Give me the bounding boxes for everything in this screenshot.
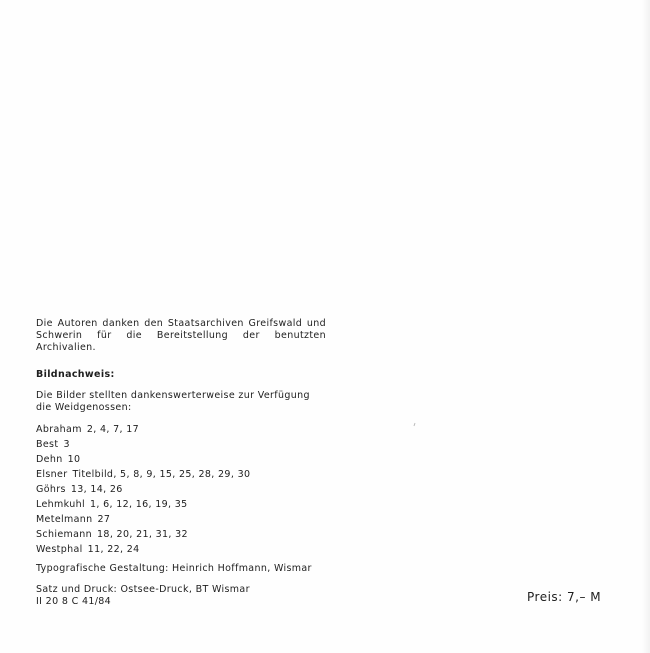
license-code: II 20 8 C 41/84 [36,596,112,607]
credit-entry [36,422,326,437]
printing-credit: Satz und Druck: Ostsee-Druck, BT Wismar [36,584,250,595]
credit-name: Lehmkuhl [36,499,85,510]
page-edge-shadow [642,0,650,653]
credit-name: Abraham [36,424,82,435]
acknowledgement-text: Die Autoren danken den Staatsarchiven Greifswald und Schwerin für die Bereitstellung der benutzten Archivalien. [36,318,326,353]
credit-pages: Titelbild, 5, 8, 9, 15, 25, 28, 29, 30 [72,469,251,480]
credit-name: Best [36,439,59,450]
price-label: Preis: 7,– M [527,590,602,604]
credit-pages: 18, 20, 21, 31, 32 [97,529,188,540]
picture-credits-heading: Bildnachweis: [36,369,115,380]
credit-name: Schiemann [36,529,93,540]
credit-entry [36,527,326,542]
credit-name: Metelmann [36,514,93,525]
credit-entry [36,512,326,527]
credit-name: Dehn [36,454,63,465]
imprint-text-block [36,318,326,608]
credit-pages: 2, 4, 7, 17 [86,424,140,435]
typography-credit: Typografische Gestaltung: Heinrich Hoffmann, Wismar [36,563,312,574]
credit-entry [36,452,326,467]
credit-name: Westphal [36,544,83,555]
credit-name: Göhrs [36,484,66,495]
credit-pages: 27 [97,514,111,525]
credit-entry [36,467,326,482]
credit-pages: 10 [67,454,81,465]
credit-entry [36,482,326,497]
picture-credits-intro: Die Bilder stellten dankenswerterweise zur Verfügung die Weidgenossen: [36,390,310,413]
credit-pages: 11, 22, 24 [87,544,140,555]
credit-pages: 3 [63,439,70,450]
credit-entry [36,542,326,557]
credit-name: Elsner [36,469,68,480]
credit-pages: 1, 6, 12, 16, 19, 35 [89,499,188,510]
picture-credits-list [36,422,326,557]
credit-pages: 13, 14, 26 [70,484,123,495]
paper-speck [414,423,416,426]
credit-entry [36,497,326,512]
credit-entry [36,437,326,452]
